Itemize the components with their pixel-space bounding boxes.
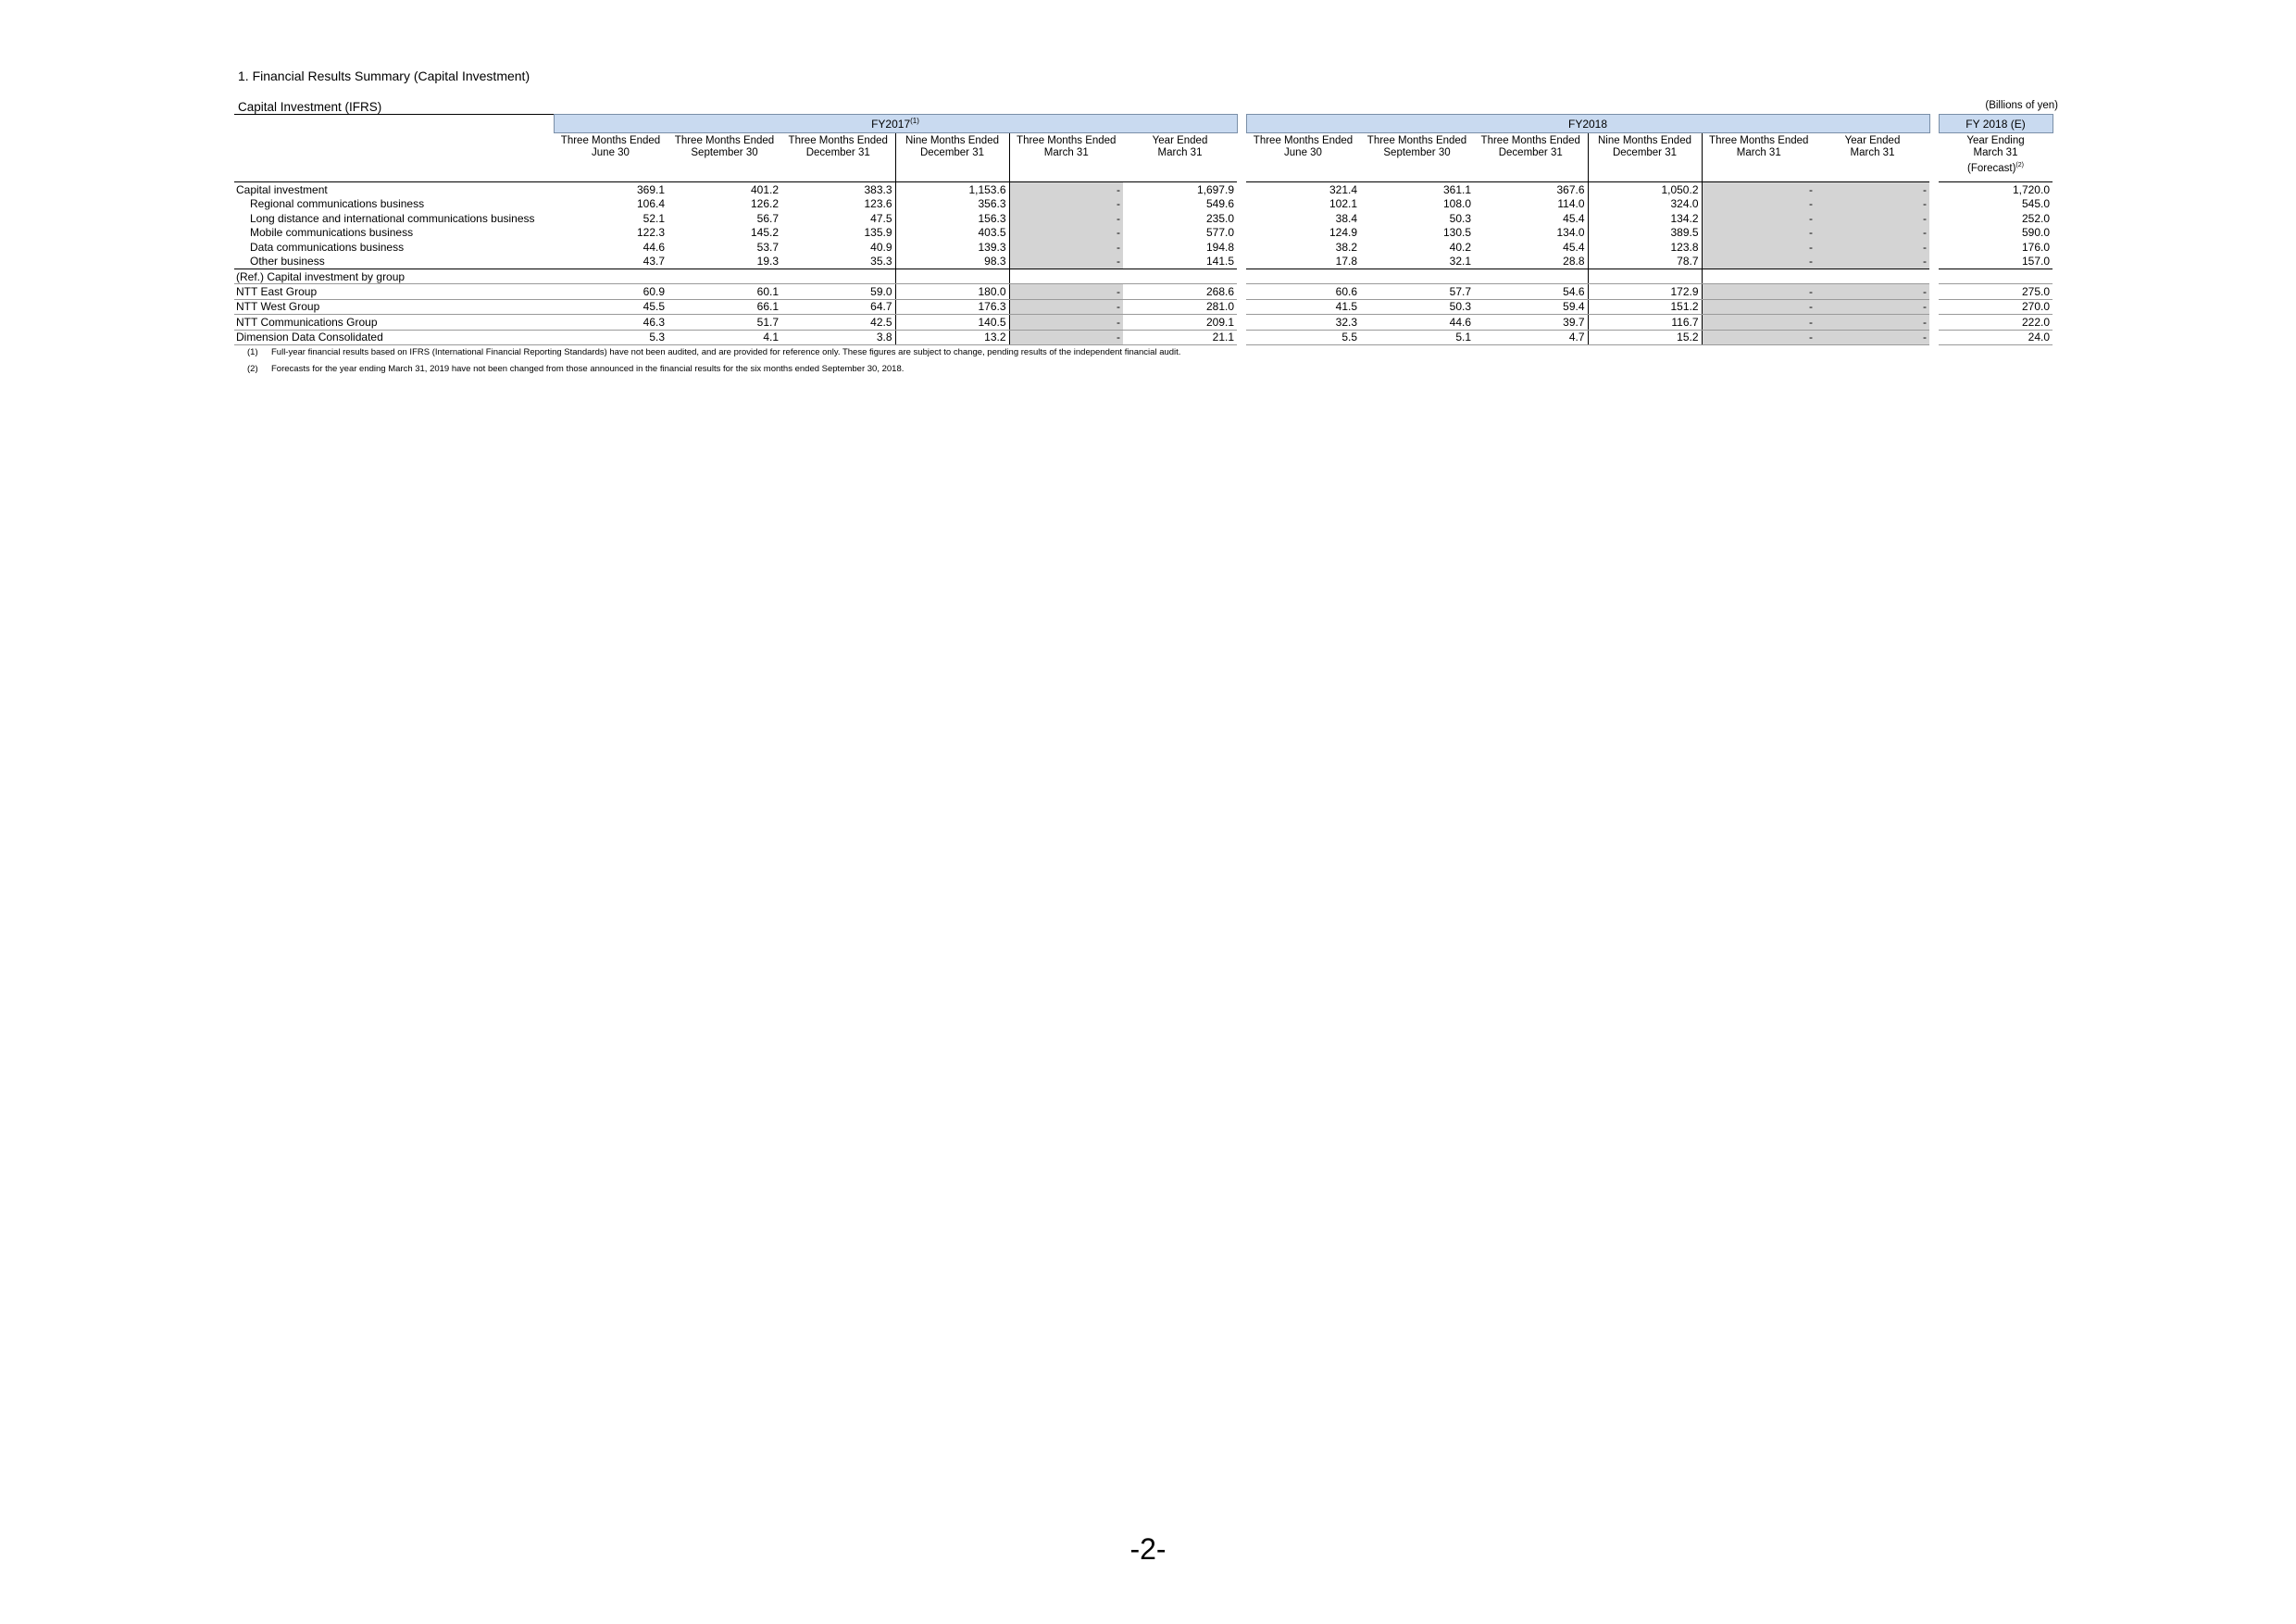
column-header-text: Three Months Ended June 30 — [560, 135, 661, 158]
footnote-text: Full-year financial results based on IFRS (International Financial Reporting Standards) have not been audited, and are provided for reference only. These figures are subject to change, pending results of the independent financial audit. — [271, 347, 1181, 357]
fy2017-nine-cell: 356.3 — [895, 197, 1009, 212]
column-gap — [1929, 197, 1939, 212]
fy2018-q3-cell: 134.0 — [1556, 226, 1585, 240]
forecast-cell: 545.0 — [2021, 197, 2050, 211]
fy2017-q3-cell: 47.5 — [870, 211, 892, 225]
fy2018-q3-cell: 367.6 — [1474, 182, 1588, 197]
column-header-text: Three Months Ended March 31 — [1017, 135, 1117, 158]
fy2017-q4-cell: - — [1009, 299, 1123, 315]
table-row — [234, 299, 2053, 315]
fy2018-q4-cell: - — [1702, 226, 1816, 241]
fy2018-year-cell: - — [1816, 299, 1929, 315]
empty-cell — [895, 269, 1009, 284]
table-row — [234, 284, 2053, 300]
column-header-q1 — [1246, 133, 1360, 182]
fy2017-year-cell: 194.8 — [1205, 240, 1234, 254]
fy2017-year-cell: 141.5 — [1123, 255, 1237, 269]
forecast-cell: 590.0 — [2021, 226, 2050, 240]
fy2017-q2-cell: 126.2 — [750, 197, 779, 211]
fy2018-q2-cell: 5.1 — [1360, 330, 1474, 345]
band-spacer — [234, 115, 554, 133]
ref-group-row — [234, 269, 2053, 284]
fy2017-nine-cell: 1,153.6 — [895, 182, 1009, 197]
fy2017-q2-cell: 401.2 — [668, 182, 781, 197]
capital-investment-table — [234, 114, 2053, 345]
column-gap — [1929, 299, 1939, 315]
fy2017-q4-cell: - — [1009, 284, 1123, 300]
column-header-text: Nine Months Ended December 31 — [1597, 135, 1691, 158]
fy2017-note: (1) — [910, 117, 919, 125]
column-gap — [1237, 211, 1246, 226]
fy2018-nine-cell: 151.2 — [1588, 299, 1702, 315]
fy2018-q1-cell: 41.5 — [1246, 299, 1360, 315]
column-header-text: Three Months Ended March 31 — [1709, 135, 1809, 158]
column-header-nine — [1588, 133, 1702, 182]
fy2017-q3-cell: 3.8 — [781, 330, 895, 345]
empty-cell — [554, 269, 668, 284]
fy2017-label: FY2017 — [871, 118, 911, 131]
column-header-year — [1816, 133, 1929, 182]
fy2018-q2-cell: 361.1 — [1360, 182, 1474, 197]
fy2018-q2-cell: 32.1 — [1360, 255, 1474, 269]
empty-cell — [1360, 269, 1474, 284]
empty-cell — [1474, 269, 1588, 284]
fy2018-q3-cell: 114.0 — [1557, 197, 1585, 211]
fy2017-year-cell: 209.1 — [1123, 315, 1237, 331]
fy2017-year-cell: 235.0 — [1205, 211, 1234, 225]
forecast-cell: 1,720.0 — [1939, 182, 2053, 197]
fy2018-year-cell: - — [1816, 255, 1929, 269]
fy2018-year-cell: - — [1816, 284, 1929, 300]
fy2018-q2-cell: 57.7 — [1360, 284, 1474, 300]
row-label: Long distance and international communications business — [250, 211, 535, 225]
fy2018-nine-cell: 123.8 — [1588, 240, 1702, 255]
fy2018-q4-cell: - — [1702, 211, 1816, 226]
table-row — [234, 315, 2053, 331]
row-label: NTT West Group — [234, 299, 554, 315]
unit-note: (Billions of yen) — [1985, 100, 2058, 111]
fy2018-q1-cell: 102.1 — [1329, 197, 1357, 211]
table-row — [234, 330, 2053, 345]
fy2018-year-cell: - — [1816, 315, 1929, 331]
fy2018-nine-cell: 78.7 — [1588, 255, 1702, 269]
fy2018-q4-cell: - — [1702, 240, 1816, 255]
fy2017-band — [554, 115, 1237, 133]
fy2017-q2-cell: 19.3 — [668, 255, 781, 269]
column-gap — [1929, 315, 1939, 331]
fy2017-nine-cell: 403.5 — [895, 226, 1009, 241]
column-gap — [1929, 330, 1939, 345]
column-header-text: Three Months Ended September 30 — [1366, 135, 1467, 158]
row-label: Regional communications business — [250, 197, 425, 211]
forecast-cell: 176.0 — [2021, 240, 2050, 254]
column-gap — [1929, 240, 1939, 255]
fy2017-year-cell: 1,697.9 — [1123, 182, 1237, 197]
fy2018-q1-cell: 38.2 — [1335, 240, 1357, 254]
fy2018-nine-cell: 389.5 — [1588, 226, 1702, 241]
fy2018-year-cell: - — [1816, 182, 1929, 197]
fy2017-year-cell: 577.0 — [1205, 226, 1234, 240]
empty-cell — [1246, 269, 1360, 284]
empty-cell — [1123, 269, 1237, 284]
column-header-forecast — [1939, 133, 2053, 182]
column-header-q2 — [668, 133, 781, 182]
page-number: -2- — [1129, 1532, 1167, 1566]
column-gap — [1237, 284, 1246, 300]
footnote-mark: (1) — [247, 347, 258, 357]
table-row — [234, 211, 2053, 226]
column-gap — [1929, 211, 1939, 226]
fy2017-q4-cell: - — [1009, 255, 1123, 269]
table-subtitle: Capital Investment (IFRS) — [238, 100, 382, 114]
row-label: Mobile communications business — [250, 226, 414, 240]
empty-cell — [668, 269, 781, 284]
row-label: Data communications business — [250, 240, 405, 254]
empty-cell — [1588, 269, 1702, 284]
fy2017-nine-cell: 176.3 — [895, 299, 1009, 315]
table-row — [234, 240, 2053, 255]
fy2018-band: FY2018 — [1246, 115, 1929, 133]
column-header-text: Three Months Ended December 31 — [788, 135, 888, 158]
fy2018-nine-cell: 172.9 — [1588, 284, 1702, 300]
footnote — [247, 364, 1180, 374]
table-row — [234, 255, 2053, 269]
fy2018-q1-cell: 124.9 — [1329, 226, 1357, 240]
forecast-cell: 157.0 — [1939, 255, 2053, 269]
row-label: Other business — [234, 255, 554, 269]
fy2017-q3-cell: 64.7 — [781, 299, 895, 315]
footnote-mark: (2) — [247, 364, 258, 374]
fy2017-q3-cell: 135.9 — [864, 226, 892, 240]
footnote — [247, 347, 1180, 357]
fy2017-q1-cell: 122.3 — [636, 226, 665, 240]
fy2017-q3-cell: 59.0 — [781, 284, 895, 300]
fy2017-q1-cell: 44.6 — [643, 240, 665, 254]
column-header-text: Three Months Ended September 30 — [674, 135, 775, 158]
forecast-cell: 222.0 — [1939, 315, 2053, 331]
footnotes — [247, 347, 1180, 381]
column-gap — [1237, 330, 1246, 345]
fy2017-q3-cell: 40.9 — [870, 240, 892, 254]
fy2017-year-cell: 268.6 — [1123, 284, 1237, 300]
fy2017-q2-cell: 145.2 — [750, 226, 779, 240]
column-gap — [1929, 284, 1939, 300]
fy2017-q3-cell: 383.3 — [781, 182, 895, 197]
fy2018-year-cell: - — [1816, 330, 1929, 345]
fy2018-year-cell: - — [1816, 211, 1929, 226]
fy2018-nine-cell: 116.7 — [1588, 315, 1702, 331]
fy2017-q1-cell: 60.9 — [554, 284, 668, 300]
column-header-q3 — [1474, 133, 1588, 182]
fy2018-q2-cell: 50.3 — [1360, 299, 1474, 315]
row-label: NTT Communications Group — [234, 315, 554, 331]
column-header-q4 — [1009, 133, 1123, 182]
fy2018-q4-cell: - — [1702, 299, 1816, 315]
empty-cell — [781, 269, 895, 284]
row-label: Capital investment — [234, 182, 554, 197]
column-gap — [1237, 197, 1246, 212]
empty-cell — [1702, 269, 1816, 284]
forecast-note: (2) — [2015, 162, 2024, 169]
fy2018-q1-cell: 60.6 — [1246, 284, 1360, 300]
forecast-cell: 275.0 — [1939, 284, 2053, 300]
fy2017-q4-cell: - — [1009, 182, 1123, 197]
table-row — [234, 226, 2053, 241]
fy2018-q3-cell: 39.7 — [1474, 315, 1588, 331]
fy2018-year-cell: - — [1816, 226, 1929, 241]
fy2018-nine-cell: 134.2 — [1588, 211, 1702, 226]
fy2017-q3-cell: 123.6 — [864, 197, 892, 211]
fy2017-nine-cell: 156.3 — [895, 211, 1009, 226]
fy2017-year-cell: 21.1 — [1123, 330, 1237, 345]
column-gap — [1929, 182, 1939, 197]
column-header-text: Nine Months Ended December 31 — [905, 135, 999, 158]
fy2018-q4-cell: - — [1702, 330, 1816, 345]
forecast-cell: 252.0 — [2021, 211, 2050, 225]
fy2017-q4-cell: - — [1009, 197, 1123, 212]
fy2017-q2-cell: 60.1 — [668, 284, 781, 300]
fy2017-q4-cell: - — [1009, 226, 1123, 241]
forecast-band: FY 2018 (E) — [1939, 115, 2053, 133]
fy2018-nine-cell: 1,050.2 — [1588, 182, 1702, 197]
fy2018-q1-cell: 5.5 — [1246, 330, 1360, 345]
column-gap — [1237, 255, 1246, 269]
document-title: 1. Financial Results Summary (Capital Investment) — [238, 69, 530, 83]
fy2018-q4-cell: - — [1702, 197, 1816, 212]
column-header-q3 — [781, 133, 895, 182]
fy2017-q4-cell: - — [1009, 240, 1123, 255]
column-header-q2 — [1360, 133, 1474, 182]
fy2017-q1-cell: 5.3 — [554, 330, 668, 345]
column-gap — [1929, 269, 1939, 284]
footnote-text: Forecasts for the year ending March 31, 2019 have not been changed from those announced in the financial results for the six months ended September 30, 2018. — [271, 364, 905, 374]
column-header-q4 — [1702, 133, 1816, 182]
fy2018-q4-cell: - — [1702, 315, 1816, 331]
empty-cell — [1816, 269, 1929, 284]
fy2018-q4-cell: - — [1702, 182, 1816, 197]
fy2017-q2-cell: 51.7 — [668, 315, 781, 331]
column-gap — [1237, 226, 1246, 241]
fy2018-year-cell: - — [1816, 240, 1929, 255]
column-header-text: Year Ending March 31 (Forecast) — [1966, 135, 2025, 174]
row-label: NTT East Group — [234, 284, 554, 300]
fy2018-q2-cell: 130.5 — [1442, 226, 1471, 240]
fy2017-q2-cell: 53.7 — [756, 240, 779, 254]
fy2017-q1-cell: 106.4 — [636, 197, 665, 211]
column-gap — [1237, 115, 1246, 133]
fy2017-q4-cell: - — [1009, 315, 1123, 331]
fy2017-q2-cell: 66.1 — [668, 299, 781, 315]
table-row — [234, 197, 2053, 212]
ref-group-label: (Ref.) Capital investment by group — [234, 269, 554, 284]
fy2018-q2-cell: 50.3 — [1449, 211, 1471, 225]
fy2017-q2-cell: 4.1 — [668, 330, 781, 345]
fy2018-q1-cell: 38.4 — [1335, 211, 1357, 225]
fy2018-q3-cell: 59.4 — [1474, 299, 1588, 315]
column-gap — [1237, 299, 1246, 315]
fy2018-q2-cell: 44.6 — [1360, 315, 1474, 331]
forecast-cell: 24.0 — [1939, 330, 2053, 345]
column-gap — [1929, 115, 1939, 133]
fy2018-nine-cell: 15.2 — [1588, 330, 1702, 345]
column-gap — [1237, 182, 1246, 197]
fy2017-nine-cell: 140.5 — [895, 315, 1009, 331]
fy2017-q1-cell: 52.1 — [643, 211, 665, 225]
fy2017-q1-cell: 45.5 — [554, 299, 668, 315]
fy2018-q3-cell: 28.8 — [1474, 255, 1588, 269]
header-spacer — [234, 133, 554, 182]
column-header-text: Year Ended March 31 — [1152, 135, 1208, 158]
fy2017-nine-cell: 180.0 — [895, 284, 1009, 300]
fy2018-q3-cell: 45.4 — [1563, 240, 1585, 254]
column-gap — [1237, 269, 1246, 284]
column-gap — [1929, 255, 1939, 269]
fy2017-q3-cell: 35.3 — [781, 255, 895, 269]
empty-cell — [1939, 269, 2053, 284]
fy2017-nine-cell: 139.3 — [895, 240, 1009, 255]
fy2018-q2-cell: 108.0 — [1442, 197, 1471, 211]
fy2018-q3-cell: 45.4 — [1563, 211, 1585, 225]
column-header-year — [1123, 133, 1237, 182]
fy2017-q2-cell: 56.7 — [756, 211, 779, 225]
fy2017-q4-cell: - — [1009, 211, 1123, 226]
column-header-text: Three Months Ended December 31 — [1480, 135, 1580, 158]
fy2018-q4-cell: - — [1702, 284, 1816, 300]
empty-cell — [1009, 269, 1123, 284]
fy2018-q4-cell: - — [1702, 255, 1816, 269]
fy2017-nine-cell: 98.3 — [895, 255, 1009, 269]
fy2018-q1-cell: 321.4 — [1246, 182, 1360, 197]
fy2017-q4-cell: - — [1009, 330, 1123, 345]
forecast-cell: 270.0 — [1939, 299, 2053, 315]
fy2017-q1-cell: 43.7 — [554, 255, 668, 269]
column-gap — [1237, 133, 1246, 182]
column-gap — [1929, 133, 1939, 182]
fy2018-q2-cell: 40.2 — [1449, 240, 1471, 254]
fy2018-nine-cell: 324.0 — [1588, 197, 1702, 212]
column-header-text: Three Months Ended June 30 — [1253, 135, 1354, 158]
fy2018-year-cell: - — [1816, 197, 1929, 212]
fy2018-q3-cell: 4.7 — [1474, 330, 1588, 345]
fy2017-q3-cell: 42.5 — [781, 315, 895, 331]
fy2017-year-cell: 549.6 — [1205, 197, 1234, 211]
column-gap — [1237, 315, 1246, 331]
fy2018-q1-cell: 17.8 — [1246, 255, 1360, 269]
fy2017-nine-cell: 13.2 — [895, 330, 1009, 345]
fy2018-q1-cell: 32.3 — [1246, 315, 1360, 331]
column-header-nine — [895, 133, 1009, 182]
fy2017-q1-cell: 46.3 — [554, 315, 668, 331]
column-gap — [1237, 240, 1246, 255]
table-row — [234, 182, 2053, 197]
column-gap — [1929, 226, 1939, 241]
column-header-q1 — [554, 133, 668, 182]
fy2018-q3-cell: 54.6 — [1474, 284, 1588, 300]
fy2017-year-cell: 281.0 — [1123, 299, 1237, 315]
fy2017-q1-cell: 369.1 — [554, 182, 668, 197]
column-header-text: Year Ended March 31 — [1844, 135, 1901, 158]
row-label: Dimension Data Consolidated — [234, 330, 554, 345]
